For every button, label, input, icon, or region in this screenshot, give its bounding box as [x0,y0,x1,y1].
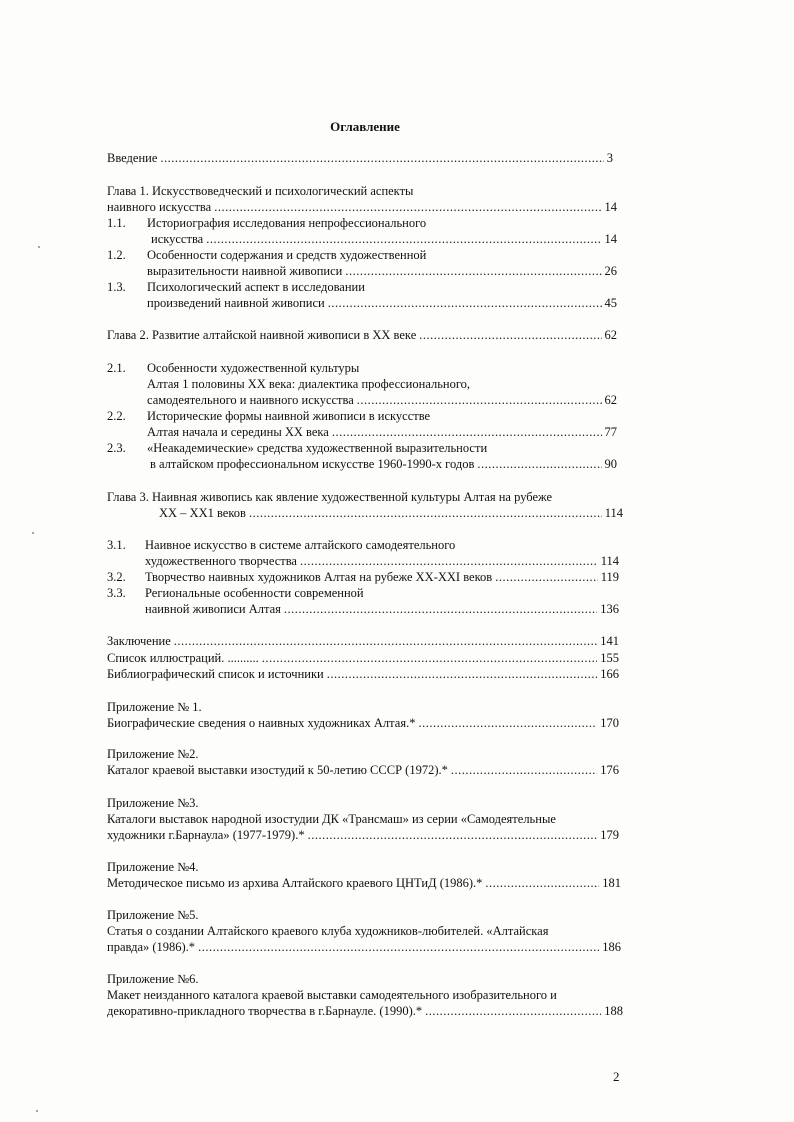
toc-entry-appendix-5 [107,939,621,955]
toc-entry-page: 77 [604,425,617,439]
toc-entry-appendix-4 [107,875,621,891]
toc-entry-page: 166 [600,667,619,681]
section-number: 3.2. [107,570,126,584]
toc-entry-text: самодеятельного и наивного искусства [147,393,354,407]
appendix-1-title: Приложение № 1. [107,700,202,714]
toc-entry-text: Методическое письмо из архива Алтайского краевого ЦНТиД (1986).* [107,876,483,890]
toc-entry-text: выразительности наивной живописи [147,264,343,278]
toc-entry-text: Алтая начала и середины XX века [147,425,329,439]
appendix-3-title: Приложение №3. [107,796,199,810]
toc-entry-page: 119 [600,570,619,584]
appendix-3-description: Каталоги выставок народной изостудии ДК «Трансмаш» из серии «Самодеятельные [107,812,556,826]
appendix-6-description: Макет неизданного каталога краевой выставки самодеятельного изобразительного и [107,988,557,1002]
toc-entry-text: Глава 2. Развитие алтайской наивной живописи в XX веке [107,328,417,342]
appendix-4-title: Приложение №4. [107,860,199,874]
toc-entry-page: 14 [604,200,617,214]
scan-speck [36,1110,38,1112]
toc-entry-page: 26 [604,264,617,278]
toc-entry-page: 155 [600,651,619,665]
toc-entry-page: 62 [604,328,617,342]
section-2-3-title: «Неакадемические» средства художественной выразительности [147,441,488,455]
toc-entry-text: декоративно-прикладного творчества в г.Барнауле. (1990).* [107,1004,423,1018]
section-2-1-title-cont: Алтая 1 половины XX века: диалектика профессионального, [147,377,471,391]
toc-entry-text: Библиографический список и источники [107,667,324,681]
toc-entry-section-3-2 [145,569,619,585]
toc-entry-text: правда» (1986).* [107,940,196,954]
toc-entry-text: искусства [151,232,204,246]
section-number: 1.1. [107,216,126,230]
toc-entry-text: Творчество наивных художников Алтая на рубеже XX-XXI веков [145,570,493,584]
toc-entry-section-1-3 [147,295,617,311]
toc-entry-page: 90 [604,457,617,471]
toc-entry-page: 181 [602,876,621,890]
chapter-1-heading: Глава 1. Искусствоведческий и психологический аспекты [107,184,414,198]
chapter-3-heading: Глава 3. Наивная живопись как явление художественной культуры Алтая на рубеже [107,490,553,504]
toc-entry-intro [107,150,613,166]
section-number: 1.3. [107,280,126,294]
toc-entry-page: 179 [600,828,619,842]
section-1-1-title: Историография исследования непрофессионального [147,216,427,230]
toc-entry-text: художники г.Барнаула» (1977-1979).* [107,828,305,842]
toc-entry-text: наивной живописи Алтая [145,602,281,616]
toc-entry-page: 188 [604,1004,623,1018]
toc-entry-section-2-3 [150,456,617,472]
toc-entry-section-2-2 [147,424,617,440]
toc-entry-section-2-1 [147,392,617,408]
section-2-1-title: Особенности художественной культуры [147,361,360,375]
toc-entry-page: 45 [604,296,617,310]
toc-entry-appendix-3 [107,827,619,843]
toc-entry-page: 62 [604,393,617,407]
toc-entry-text: Каталог краевой выставки изостудий к 50-летию СССР (1972).* [107,763,448,777]
toc-entry-bibliography [107,666,619,682]
toc-entry-page: 186 [602,940,621,954]
toc-entry-page: 114 [604,506,623,520]
section-number: 3.1. [107,538,126,552]
section-3-1-title: Наивное искусство в системе алтайского самодеятельного [145,538,456,552]
toc-entry-section-3-1 [145,553,619,569]
section-3-3-title: Региональные особенности современной [145,586,364,600]
toc-entry-chapter-1 [107,199,617,215]
appendix-5-title: Приложение №5. [107,908,199,922]
section-1-3-title: Психологический аспект в исследовании [147,280,365,294]
toc-entry-text: Биографические сведения о наивных художниках Алтая.* [107,716,416,730]
toc-entry-section-1-2 [147,263,617,279]
appendix-2-title: Приложение №2. [107,747,199,761]
toc-entry-appendix-6 [107,1003,623,1019]
scan-speck [32,532,34,534]
toc-entry-text: Введение [107,151,158,165]
toc-entry-text: художественного творчества [145,554,297,568]
section-number: 2.2. [107,409,126,423]
toc-entry-chapter-3 [159,505,623,521]
toc-entry-page: 3 [606,151,613,165]
toc-entry-section-3-3 [145,601,619,617]
section-2-2-title: Исторические формы наивной живописи в искусстве [147,409,431,423]
toc-entry-conclusion [107,633,619,649]
toc-entry-appendix-1 [107,715,619,731]
toc-entry-page: 14 [604,232,617,246]
toc-entry-text: XX – XX1 веков [159,506,246,520]
page-number: 2 [613,1069,620,1084]
section-number: 3.3. [107,586,126,600]
toc-entry-section-1-1 [151,231,617,247]
toc-entry-page: 136 [600,602,619,616]
toc-entry-chapter-2 [107,327,617,343]
section-1-2-title: Особенности содержания и средств художественной [147,248,427,262]
section-number: 2.3. [107,441,126,455]
appendix-5-description: Статья о создании Алтайского краевого клуба художников-любителей. «Алтайская [107,924,549,938]
appendix-6-title: Приложение №6. [107,972,199,986]
toc-title: Оглавление [330,119,400,134]
toc-entry-page: 176 [600,763,619,777]
toc-entry-text: Заключение [107,634,171,648]
toc-entry-text: наивного искусства [107,200,212,214]
toc-entry-appendix-2 [107,762,619,778]
toc-entry-page: 170 [600,716,619,730]
toc-entry-text: произведений наивной живописи [147,296,325,310]
toc-entry-text: в алтайском профессиональном искусстве 1960-1990-х годов [150,457,475,471]
section-number: 1.2. [107,248,126,262]
toc-entry-page: 114 [600,554,619,568]
toc-entry-page: 141 [600,634,619,648]
toc-entry-illustrations [107,650,619,666]
toc-entry-text: Список иллюстраций. .......... [107,651,259,665]
section-number: 2.1. [107,361,126,375]
scan-speck [38,246,40,248]
